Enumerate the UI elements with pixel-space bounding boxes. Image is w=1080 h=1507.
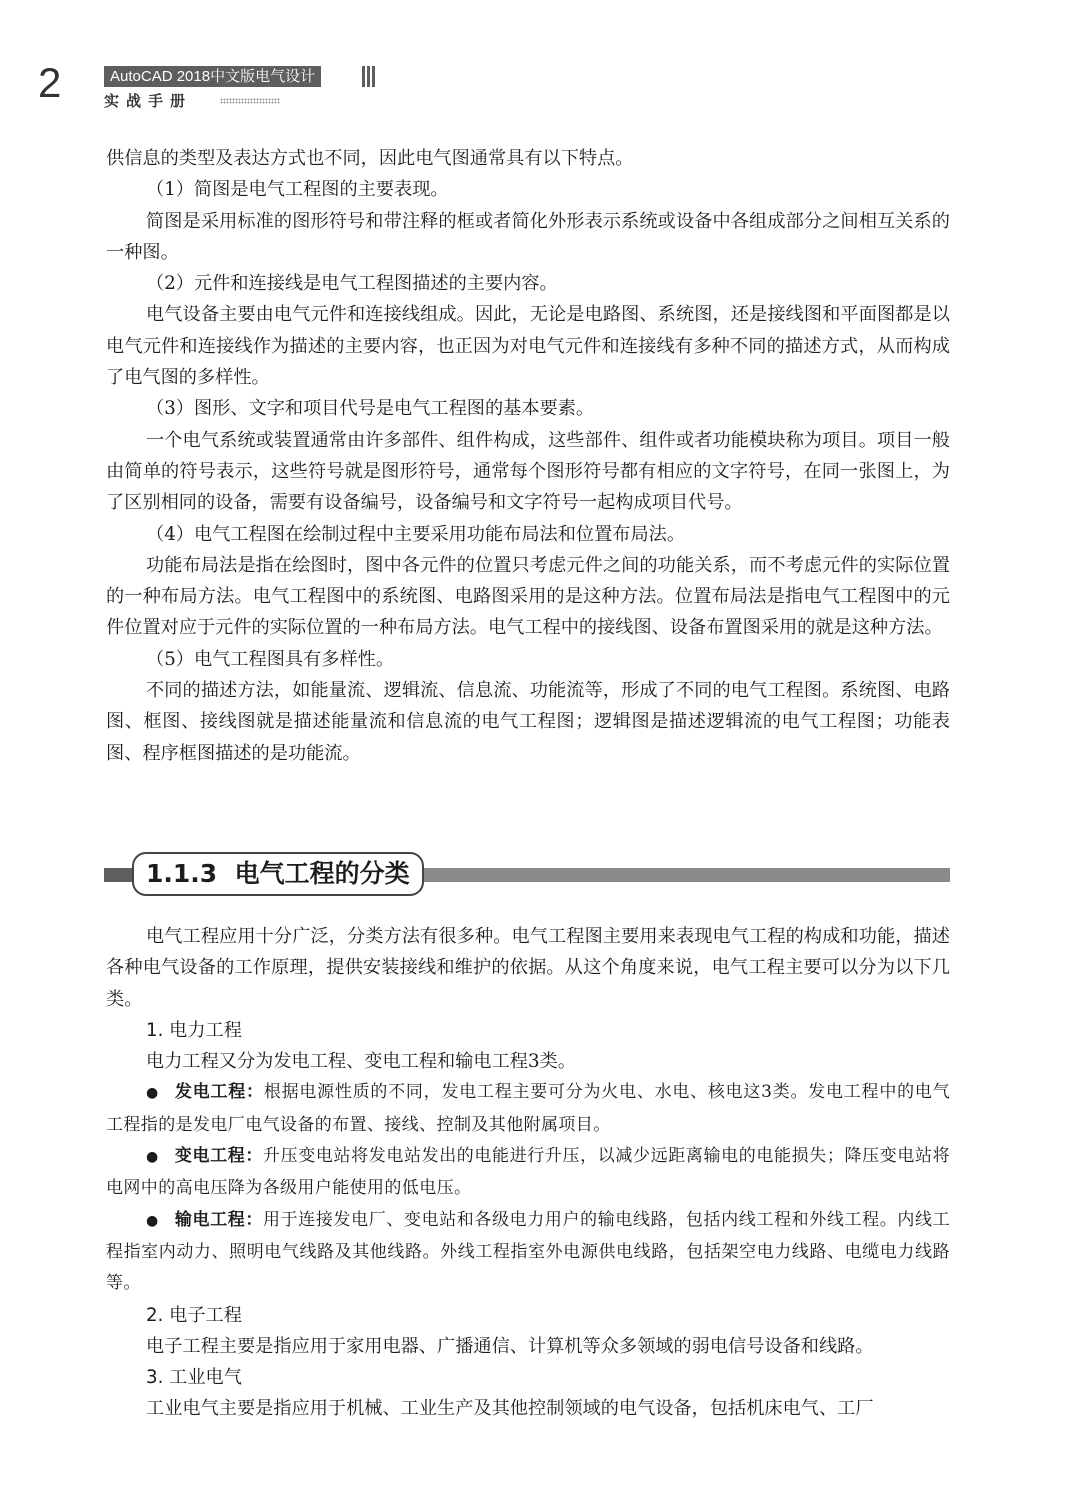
bullet-dot-icon: ●	[146, 1149, 159, 1166]
bullet-text: 根据电源性质的不同，发电工程主要可分为火电、水电、核电这3类。发电工程中的电气工程指的是发电厂电气设备的布置、接线、控制及其他附属项目。	[106, 1082, 951, 1135]
bullet-text: 升压变电站将发电站发出的电能进行升压，以减少远距离输电的电能损失；降压变电站将电网中的高电压降为各级用户能使用的低电压。	[106, 1146, 951, 1199]
title-bars-decoration	[362, 66, 375, 87]
subheading-electronic-engineering: 2. 电子工程	[146, 1304, 242, 1326]
section-title: 电气工程的分类	[234, 859, 410, 888]
section-heading	[104, 852, 950, 896]
body-text-upper	[106, 143, 950, 769]
bullet-dot-icon: ●	[146, 1212, 159, 1229]
section-number: 1.1.3	[146, 859, 218, 888]
section-bar-right	[404, 868, 950, 882]
section-title-pill	[132, 852, 424, 896]
bullet-item	[106, 1141, 950, 1205]
feature-heading-5: （5）电气工程图具有多样性。	[146, 648, 395, 670]
paragraph: 电气设备主要由电气元件和连接线组成。因此，无论是电路图、系统图，还是接线图和平面图都是以电气元件和连接线作为描述的主要内容，也正因为对电气元件和连接线有多种不同的描述方式，从而构成了电气图的多样性。	[106, 304, 950, 389]
bullet-term: 变电工程：	[174, 1146, 263, 1167]
paragraph: 工业电气主要是指应用于机械、工业生产及其他控制领域的电气设备，包括机床电气、工厂	[146, 1398, 874, 1420]
bullet-term: 发电工程：	[174, 1082, 264, 1103]
subheading-industrial-electrical: 3. 工业电气	[146, 1367, 242, 1389]
paragraph: 简图是采用标准的图形符号和带注释的框或者简化外形表示系统或设备中各组成部分之间相互关系的一种图。	[106, 210, 950, 263]
paragraph: 不同的描述方法，如能量流、逻辑流、信息流、功能流等，形成了不同的电气工程图。系统图、电路图、框图、接线图就是描述能量流和信息流的电气工程图；逻辑图是描述逻辑流的电气工程图；功能表图、程序框图描述的是功能流。	[106, 680, 950, 764]
book-title: AutoCAD 2018中文版电气设计	[104, 66, 321, 87]
feature-heading-1: （1）简图是电气工程图的主要表现。	[146, 179, 449, 201]
paragraph: 功能布局法是指在绘图时，图中各元件的位置只考虑元件之间的功能关系，而不考虑元件的实际位置的一种布局方法。电气工程图中的系统图、电路图采用的是这种方法。位置布局法是指电气工程图中的元件位置对应于元件的实际位置的一种布局方法。电气工程中的接线图、设备布置图采用的就是这种方法。	[106, 554, 950, 639]
subtitle-dots-decoration	[220, 98, 280, 104]
paragraph: 电子工程主要是指应用于家用电器、广播通信、计算机等众多领域的弱电信号设备和线路。	[146, 1335, 874, 1357]
feature-heading-3: （3）图形、文字和项目代号是电气工程图的基本要素。	[146, 398, 595, 420]
bullet-term: 输电工程：	[174, 1209, 263, 1230]
feature-heading-2: （2）元件和连接线是电气工程图描述的主要内容。	[146, 273, 558, 295]
subheading-power-engineering: 1. 电力工程	[146, 1019, 242, 1041]
feature-heading-4: （4）电气工程图在绘制过程中主要采用功能布局法和位置布局法。	[146, 523, 686, 545]
bullet-item	[106, 1205, 950, 1300]
page-number: 2	[38, 59, 62, 106]
bullet-item	[106, 1077, 950, 1141]
paragraph: 一个电气系统或装置通常由许多部件、组件构成，这些部件、组件或者功能模块称为项目。项目一般由简单的符号表示，这些符号就是图形符号，通常每个图形符号都有相应的文字符号，在同一张图上，为了区别相同的设备，需要有设备编号，设备编号和文字符号一起构成项目代号。	[106, 429, 950, 514]
body-text-lower	[106, 921, 950, 1425]
book-subtitle: 实战手册	[104, 92, 193, 110]
section-intro: 电气工程应用十分广泛，分类方法有很多种。电气工程图主要用来表现电气工程的构成和功能，描述各种电气设备的工作原理，提供安装接线和维护的依据。从这个角度来说，电气工程主要可以分为以下几类。	[106, 926, 950, 1010]
bullet-text: 用于连接发电厂、变电站和各级电力用户的输电线路，包括内线工程和外线工程。内线工程指室内动力、照明电气线路及其他线路。外线工程指室外电源供电线路，包括架空电力线路、电缆电力线路等。	[106, 1209, 951, 1294]
bullet-dot-icon: ●	[146, 1085, 159, 1102]
paragraph-continuation: 供信息的类型及表达方式也不同，因此电气图通常具有以下特点。	[106, 148, 634, 169]
paragraph: 电力工程又分为发电工程、变电工程和输电工程3类。	[146, 1051, 576, 1073]
